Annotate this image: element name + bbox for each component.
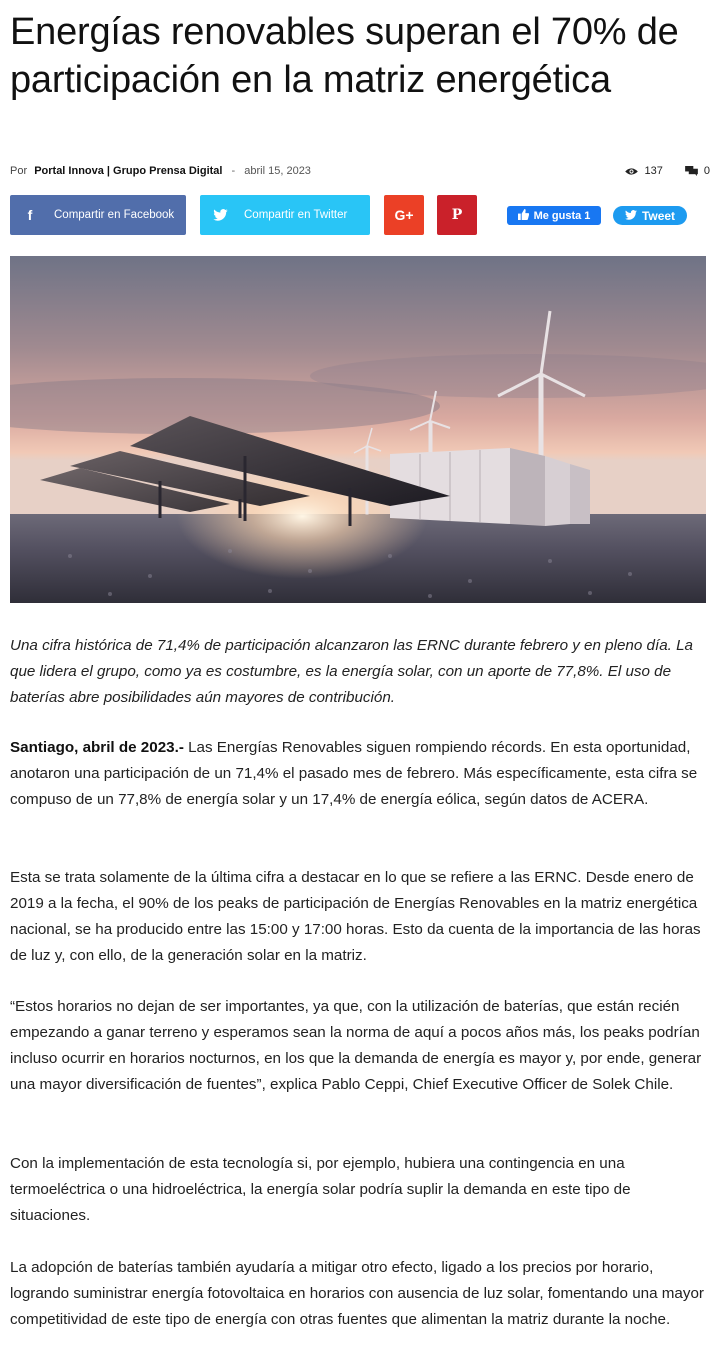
googleplus-icon: G+ (394, 207, 414, 223)
share-pinterest-button[interactable] (437, 195, 477, 235)
thumbs-up-icon (518, 209, 529, 223)
publish-date: abril 15, 2023 (244, 165, 311, 177)
hero-image (10, 256, 706, 603)
article-paragraph-2: Esta se trata solamente de la última cifra a destacar en lo que se refiere a las ERNC. Desde enero de 2019 a la fecha, el 90% de los peaks de participación de Energías Renovables en la matriz energética nacional, se ha producido entre las 15:00 y 17:00 horas. Esto da cuenta de la importancia de las horas de luz y, con ello, de la generación solar en la matriz. (10, 869, 701, 964)
twitter-bird-icon (625, 209, 637, 223)
tweet-label: Tweet (641, 208, 676, 223)
comments-count: 0 (703, 165, 710, 177)
article-meta (10, 162, 710, 180)
article-paragraph-1 (10, 735, 710, 813)
article-intro: Una cifra histórica de 71,4% de participación alcanzaron las ERNC durante febrero y en pleno día. La que lidera el grupo, como ya es costumbre, es la energía solar, con un aporte de 77,8%. El uso de baterías abre posibilidades aún mayores de contribución. (10, 637, 693, 706)
views-count: 137 (644, 165, 663, 177)
comment-icon (685, 166, 698, 176)
article-paragraph-5: La adopción de baterías también ayudaría a mitigar otro efecto, ligado a los precios por horario, logrando suministrar energía fotovoltaica en horarios con ausencia de luz solar, fomentando una mayor competitividad de este tipo de energía con otras fuentes que alimentan la matriz durante la noche. (10, 1259, 704, 1328)
share-twitter-label: Compartir en Twitter (244, 209, 348, 221)
share-twitter-button[interactable] (200, 195, 370, 235)
author-link[interactable]: Portal Innova | Grupo Prensa Digital (34, 165, 223, 177)
share-facebook-label: Compartir en Facebook (54, 209, 175, 221)
byline-prefix: Por (10, 165, 28, 177)
dateline: Santiago, abril de 2023.- (10, 739, 184, 756)
article-title: Energías renovables superan el 70% de participación en la matriz energética (10, 11, 679, 101)
facebook-icon: f (27, 207, 33, 223)
views-counter (624, 162, 663, 180)
article-paragraph-4: Con la implementación de esta tecnología si, por ejemplo, hubiera una contingencia en una termoeléctrica o una hidroeléctrica, la energía solar podría suplir la demanda en este tipo de situaciones. (10, 1155, 631, 1224)
facebook-like-label: Me gusta 1 (533, 209, 591, 222)
share-facebook-button[interactable] (10, 195, 186, 235)
eye-icon (624, 167, 639, 176)
twitter-icon (200, 209, 240, 221)
facebook-like-button[interactable] (507, 206, 601, 225)
comments-counter[interactable] (685, 162, 710, 180)
pinterest-icon: P (451, 207, 463, 223)
tweet-button[interactable] (613, 206, 687, 225)
article-paragraph-3: “Estos horarios no dejan de ser importantes, ya que, con la utilización de baterías, que están recién empezando a ganar terreno y esperamos sean la norma de aquí a pocos años más, los peaks podrían incluso ocurrir en horarios nocturnos, en los que la demanda de energía es mayor y, por ende, generar una mayor diversificación de fuentes”, explica Pablo Ceppi, Chief Executive Officer de Solek Chile. (10, 998, 702, 1093)
meta-separator: - (231, 165, 236, 177)
share-googleplus-button[interactable] (384, 195, 424, 235)
meta-stats (602, 162, 710, 180)
paragraph-1-text: Las Energías Renovables siguen rompiendo récords. En esta oportunidad, anotaron una participación de un 71,4% el pasado mes de febrero. Más específicamente, esta cifra se compuso de un 77,8% de energía solar y un 17,4% de energía eólica, según datos de ACERA. (10, 739, 698, 808)
solar-wind-battery-illustration (10, 256, 706, 603)
